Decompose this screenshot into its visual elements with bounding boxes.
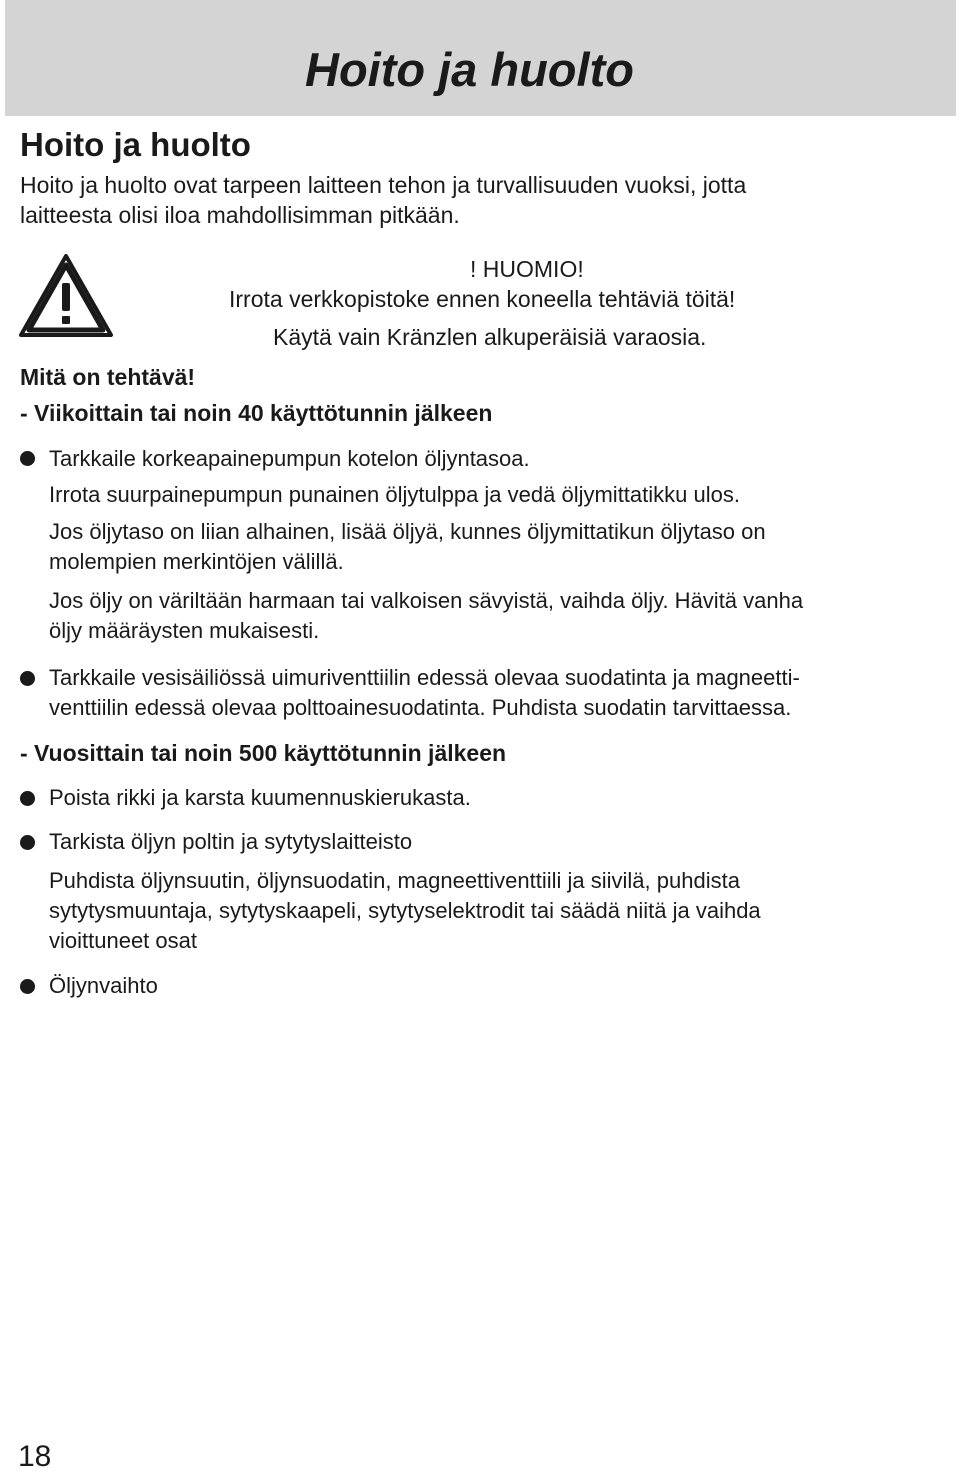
page-number: 18 [18,1440,52,1473]
weekly-item-add-oil: Jos öljytaso on liian alhainen, lisää öljyä, kunnes öljymittatikun öljytaso on molempien merkintöjen välillä. [49,519,766,574]
yearly-item-coil: Poista rikki ja karsta kuumennuskierukasta. [49,785,471,810]
weekly-item-filters: Tarkkaile vesisäiliössä uimuriventtiilin edessä olevaa suodatinta ja magneetti- venttiilin edessä olevaa polttoainesuodatinta. Puhdista suodatin tarvittaessa. [49,665,800,720]
bullet-icon [20,791,35,806]
intro-line: Hoito ja huolto ovat tarpeen laitteen tehon ja turvallisuuden vuoksi, jotta [20,172,747,198]
warning-line-spare-parts: Käytä vain Kränzlen alkuperäisiä varaosia. [273,324,707,350]
weekly-heading: - Viikoittain tai noin 40 käyttötunnin jälkeen [20,400,493,426]
yearly-heading: - Vuosittain tai noin 500 käyttötunnin jälkeen [20,740,507,766]
weekly-item-oil-level: Tarkkaile korkeapainepumpun kotelon öljyntasoa. [49,446,530,471]
intro-line: laitteesta olisi iloa mahdollisimman pitkään. [20,202,460,228]
tasks-heading: Mitä on tehtävä! [20,364,196,390]
bullet-icon [20,979,35,994]
page-header-title: Hoito ja huolto [305,43,634,96]
yearly-item-burner: Tarkista öljyn poltin ja sytytyslaitteisto [49,829,413,854]
bullet-icon [20,671,35,686]
bullet-icon [20,835,35,850]
section-title: Hoito ja huolto [20,126,251,163]
yearly-item-clean-parts: Puhdista öljynsuutin, öljynsuodatin, magneettiventtiili ja siivilä, puhdista sytytysmuuntaja, sytytyskaapeli, sytytyselektrodit tai säädä niitä ja vaihda vioittuneet osat [49,868,761,953]
bullet-icon [20,451,35,466]
warning-heading: ! HUOMIO! [470,256,584,282]
intro-paragraph [20,170,920,230]
weekly-item-remove-plug: Irrota suurpainepumpun punainen öljytulppa ja vedä öljymittatikku ulos. [49,482,740,507]
warning-triangle-icon [18,253,114,339]
weekly-item-change-oil: Jos öljy on väriltään harmaan tai valkoisen sävyistä, vaihda öljy. Hävitä vanha öljy määräysten mukaisesti. [49,588,804,643]
warning-line-unplug: Irrota verkkopistoke ennen koneella tehtäviä töitä! [229,286,736,312]
yearly-item-oil-change: Öljynvaihto [49,973,158,998]
